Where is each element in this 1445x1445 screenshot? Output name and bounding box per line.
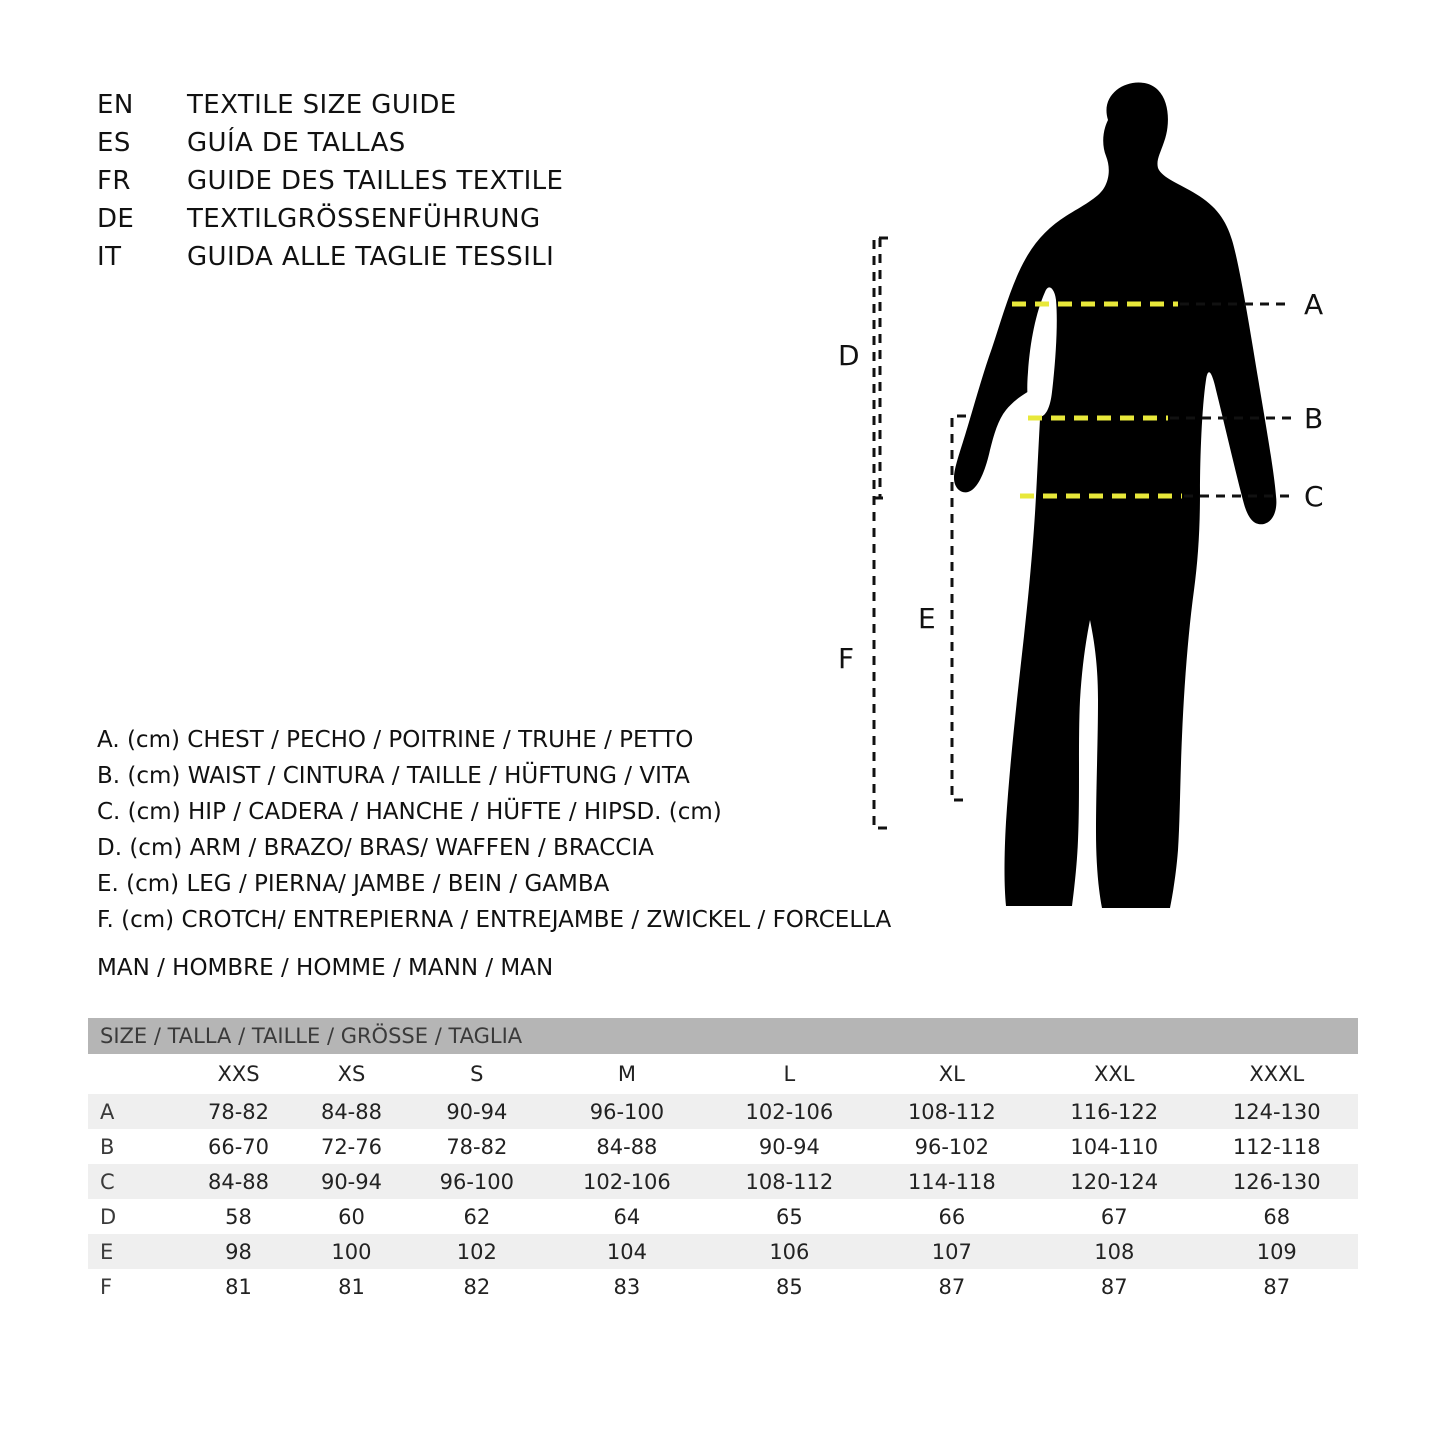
label-f: F	[838, 642, 855, 675]
cell: 66	[871, 1199, 1033, 1234]
cell: 114-118	[871, 1164, 1033, 1199]
legend-item-c: C. (cm) HIP / CADERA / HANCHE / HÜFTE / HIPSD. (cm)	[97, 799, 722, 825]
cell: 60	[295, 1199, 408, 1234]
label-a: A	[1304, 288, 1324, 321]
body-measurement-diagram	[840, 60, 1400, 950]
cell: 102-106	[708, 1094, 870, 1129]
cell: 83	[546, 1269, 708, 1304]
row-label-a: A	[88, 1094, 182, 1129]
cell: 84-88	[546, 1129, 708, 1164]
cell: 102-106	[546, 1164, 708, 1199]
cell: 109	[1196, 1234, 1359, 1269]
size-header-xl: XL	[871, 1054, 1033, 1094]
cell: 90-94	[295, 1164, 408, 1199]
cell: 96-100	[408, 1164, 546, 1199]
title-text: GUIDE DES TAILLES TEXTILE	[187, 166, 564, 196]
title-block	[97, 90, 737, 280]
size-table	[88, 1018, 1358, 1304]
cell: 67	[1033, 1199, 1195, 1234]
cell: 58	[182, 1199, 295, 1234]
cell: 81	[295, 1269, 408, 1304]
title-text: TEXTILE SIZE GUIDE	[187, 90, 457, 120]
table-header-label: SIZE / TALLA / TAILLE / GRÖSSE / TAGLIA	[88, 1018, 1358, 1054]
size-header-m: M	[546, 1054, 708, 1094]
title-text: GUÍA DE TALLAS	[187, 128, 406, 158]
legend-item-f: F. (cm) CROTCH/ ENTREPIERNA / ENTREJAMBE / ZWICKEL / FORCELLA	[97, 907, 892, 933]
cell: 72-76	[295, 1129, 408, 1164]
title-row	[97, 204, 737, 242]
cell: 107	[871, 1234, 1033, 1269]
cell: 90-94	[708, 1129, 870, 1164]
title-row	[97, 128, 737, 166]
title-lang-code: DE	[97, 204, 135, 234]
label-d: D	[838, 339, 860, 372]
cell: 82	[408, 1269, 546, 1304]
cell: 104-110	[1033, 1129, 1195, 1164]
cell: 87	[1033, 1269, 1195, 1304]
size-header-xs: XS	[295, 1054, 408, 1094]
cell: 106	[708, 1234, 870, 1269]
title-text: GUIDA ALLE TAGLIE TESSILI	[187, 242, 555, 272]
cell: 65	[708, 1199, 870, 1234]
cell: 112-118	[1196, 1129, 1359, 1164]
cell: 81	[182, 1269, 295, 1304]
size-header-s: S	[408, 1054, 546, 1094]
cell: 96-100	[546, 1094, 708, 1129]
table-header-band	[88, 1018, 1358, 1054]
cell: 64	[546, 1199, 708, 1234]
cell: 84-88	[295, 1094, 408, 1129]
table-row	[88, 1199, 1358, 1234]
title-text: TEXTILGRÖSSENFÜHRUNG	[187, 204, 541, 234]
title-lang-code: FR	[97, 166, 131, 196]
table-row	[88, 1269, 1358, 1304]
cell: 116-122	[1033, 1094, 1195, 1129]
cell: 87	[1196, 1269, 1359, 1304]
cell: 78-82	[408, 1129, 546, 1164]
table-row	[88, 1164, 1358, 1199]
table-row	[88, 1094, 1358, 1129]
cell: 108-112	[871, 1094, 1033, 1129]
cell: 85	[708, 1269, 870, 1304]
table-row	[88, 1129, 1358, 1164]
bracket-d	[874, 238, 888, 498]
cell: 104	[546, 1234, 708, 1269]
row-label-b: B	[88, 1129, 182, 1164]
cell: 120-124	[1033, 1164, 1195, 1199]
title-lang-code: ES	[97, 128, 131, 158]
size-header-l: L	[708, 1054, 870, 1094]
gender-line: MAN / HOMBRE / HOMME / MANN / MAN	[97, 955, 554, 981]
label-b: B	[1304, 402, 1324, 435]
cell: 66-70	[182, 1129, 295, 1164]
cell: 90-94	[408, 1094, 546, 1129]
legend-item-b: B. (cm) WAIST / CINTURA / TAILLE / HÜFTUNG / VITA	[97, 763, 690, 789]
cell: 102	[408, 1234, 546, 1269]
label-c: C	[1304, 480, 1324, 513]
cell: 98	[182, 1234, 295, 1269]
legend-item-e: E. (cm) LEG / PIERNA/ JAMBE / BEIN / GAMBA	[97, 871, 610, 897]
cell: 78-82	[182, 1094, 295, 1129]
title-lang-code: IT	[97, 242, 122, 272]
label-e: E	[918, 602, 936, 635]
title-row	[97, 90, 737, 128]
cell: 100	[295, 1234, 408, 1269]
row-label-c: C	[88, 1164, 182, 1199]
row-label-e: E	[88, 1234, 182, 1269]
size-header-xxs: XXS	[182, 1054, 295, 1094]
size-header-blank	[88, 1054, 182, 1094]
size-header-xxl: XXL	[1033, 1054, 1195, 1094]
cell: 68	[1196, 1199, 1359, 1234]
size-header-xxxl: XXXL	[1196, 1054, 1359, 1094]
table-size-header-row	[88, 1054, 1358, 1094]
cell: 126-130	[1196, 1164, 1359, 1199]
legend-item-d: D. (cm) ARM / BRAZO/ BRAS/ WAFFEN / BRACCIA	[97, 835, 654, 861]
cell: 124-130	[1196, 1094, 1359, 1129]
measurement-legend	[97, 722, 897, 938]
cell: 96-102	[871, 1129, 1033, 1164]
table-row	[88, 1234, 1358, 1269]
title-row	[97, 242, 737, 280]
cell: 87	[871, 1269, 1033, 1304]
cell: 84-88	[182, 1164, 295, 1199]
cell: 62	[408, 1199, 546, 1234]
title-row	[97, 166, 737, 204]
row-label-d: D	[88, 1199, 182, 1234]
cell: 108	[1033, 1234, 1195, 1269]
cell: 108-112	[708, 1164, 870, 1199]
row-label-f: F	[88, 1269, 182, 1304]
title-lang-code: EN	[97, 90, 134, 120]
legend-item-a: A. (cm) CHEST / PECHO / POITRINE / TRUHE / PETTO	[97, 727, 694, 753]
